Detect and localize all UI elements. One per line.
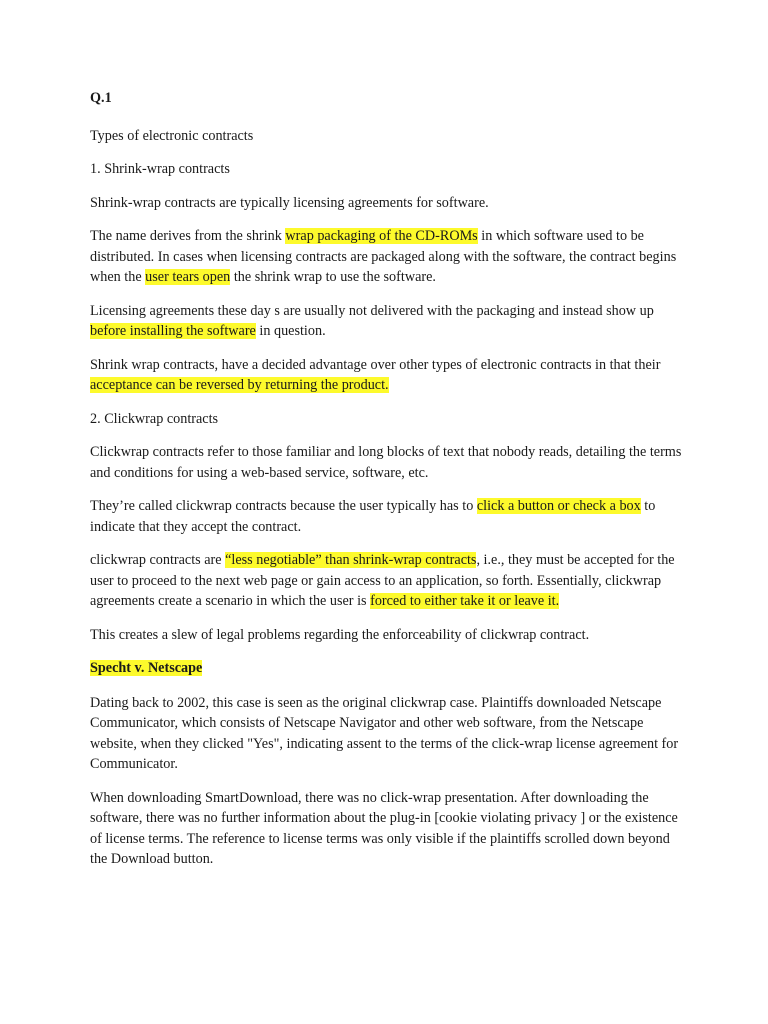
clickwrap-paragraph-3 [90, 550, 690, 612]
text-run: the shrink wrap to use the software. [230, 269, 436, 285]
case-heading [90, 658, 690, 679]
section-title: Types of electronic contracts [90, 127, 254, 144]
highlight: click a button or check a box [476, 498, 641, 514]
highlight: user tears open [145, 269, 231, 285]
text-run: clickwrap contracts are [90, 552, 226, 568]
text-run: Licensing agreements these day s are usually not delivered with the packaging and instead show up [90, 302, 654, 319]
document-page [90, 88, 690, 883]
highlight: acceptance can be reversed by returning the product. [90, 377, 389, 393]
text-run: Shrink wrap contracts, have a decided advantage over other types of electronic contracts in that their [90, 356, 661, 373]
shrinkwrap-paragraph-4 [90, 355, 690, 396]
shrinkwrap-paragraph-3 [90, 301, 690, 342]
clickwrap-paragraph-2 [90, 496, 690, 537]
text-run: to indicate that they accept the contract. [90, 498, 656, 535]
highlight: “less negotiable” than shrink-wrap contracts [225, 552, 477, 568]
shrinkwrap-paragraph-1: Shrink-wrap contracts are typically licensing agreements for software. [90, 194, 489, 211]
clickwrap-heading: 2. Clickwrap contracts [90, 410, 219, 427]
question-heading: Q.1 [90, 90, 112, 106]
text-run: , i.e., they must be accepted for the user to proceed to the next web page or gain access to an application, so forth. Essentially, clickwrap agreements create a scenario in which the user is [90, 552, 675, 609]
text-run: The name derives from the shrink [90, 228, 286, 244]
text-run: in which software used to be distributed. In cases when licensing contracts are packaged along with the software, the contract begins when the [90, 228, 677, 285]
clickwrap-paragraph-4: This creates a slew of legal problems regarding the enforceability of clickwrap contract. [90, 626, 590, 643]
clickwrap-paragraph-1: Clickwrap contracts refer to those familiar and long blocks of text that nobody reads, detailing the terms and conditions for using a web-based service, software, etc. [90, 444, 682, 481]
highlight: before installing the software [90, 323, 256, 339]
case-heading-highlight: Specht v. Netscape [90, 660, 203, 676]
highlight: forced to either take it or leave it. [370, 593, 560, 609]
text-run: in question. [255, 323, 326, 339]
text-run: They’re called clickwrap contracts because the user typically has to [90, 498, 477, 514]
case-paragraph-1: Dating back to 2002, this case is seen as the original clickwrap case. Plaintiffs downloaded Netscape Communicator, which consists of Netscape Navigator and other web software, from the Netscape website, when they clicked "Yes", indicating assent to the terms of the click-wrap license agreement for Communicator. [90, 694, 679, 772]
highlight: wrap packaging of the CD-ROMs [285, 228, 478, 244]
shrinkwrap-paragraph-2 [90, 226, 690, 288]
case-paragraph-2: When downloading SmartDownload, there was no click-wrap presentation. After downloading the software, there was no further information about the plug-in [cookie violating privacy ] or the existence of license terms. The reference to license terms was only visible if the plaintiffs scrolled down beyond the Download button. [90, 789, 678, 867]
shrinkwrap-heading: 1. Shrink-wrap contracts [90, 161, 230, 177]
